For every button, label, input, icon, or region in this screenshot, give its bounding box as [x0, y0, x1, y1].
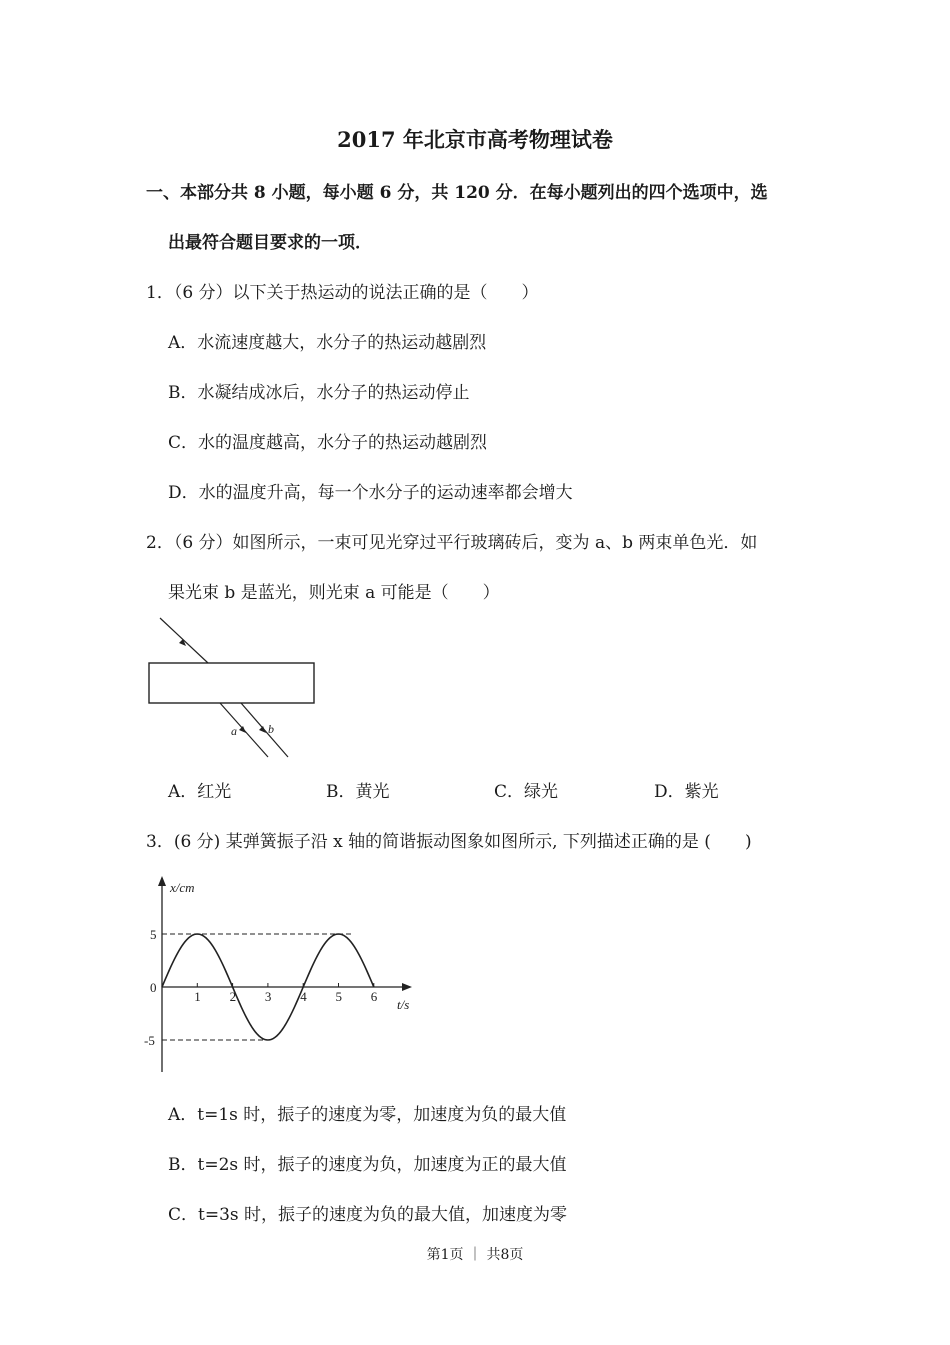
question-3-option-c: C．t=3s 时，振子的速度为负的最大值，加速度为零 — [168, 1205, 568, 1225]
section-instruction-line1: 一、本部分共 8 小题，每小题 6 分，共 120 分．在每小题列出的四个选项中，选 — [146, 183, 768, 203]
incident-ray — [160, 618, 208, 663]
x-axis-label: t/s — [397, 997, 410, 1012]
question-2-stem-line2: 果光束 b 是蓝光，则光束 a 可能是（ ） — [168, 583, 500, 603]
x-axis-arrow-icon — [402, 983, 412, 991]
incident-ray-arrow-icon — [179, 639, 186, 646]
glass-brick — [149, 663, 314, 703]
oscillation-chart — [140, 872, 430, 1082]
x-tick-label: 1 — [194, 989, 201, 1004]
page-footer: 第1页 ｜ 共8页 — [426, 1247, 524, 1263]
section-instruction-line2: 出最符合题目要求的一项． — [168, 233, 372, 253]
y-axis-label: x/cm — [170, 880, 195, 895]
question-3-option-b: B．t=2s 时，振子的速度为负，加速度为正的最大值 — [168, 1155, 567, 1175]
question-2-stem-line1: 2．（6 分）如图所示，一束可见光穿过平行玻璃砖后，变为 a、b 两束单色光．如 — [146, 533, 758, 553]
question-2-option-a: A．红光 — [168, 782, 232, 802]
question-1-stem: 1．（6 分）以下关于热运动的说法正确的是（ ） — [146, 283, 539, 303]
ray-b-arrow-icon — [259, 726, 266, 733]
x-tick-label: 5 — [335, 989, 342, 1004]
glass-brick-figure — [140, 612, 340, 762]
question-2-option-c: C．绿光 — [494, 782, 559, 802]
question-1-option-a: A．水流速度越大，水分子的热运动越剧烈 — [168, 333, 487, 353]
label-a: a — [231, 724, 237, 738]
x-tick-label: 2 — [229, 989, 237, 1004]
x-tick-label: 4 — [300, 989, 307, 1004]
x-tick-label: 3 — [264, 989, 272, 1004]
page-title: 2017 年北京市高考物理试卷 — [337, 127, 613, 152]
question-2-option-b: B．黄光 — [326, 782, 390, 802]
y-axis-arrow-icon — [158, 876, 166, 886]
ray-a-arrow-icon — [239, 726, 246, 733]
question-3-option-a: A．t=1s 时，振子的速度为零，加速度为负的最大值 — [168, 1105, 567, 1125]
y-tick-label: 5 — [150, 927, 157, 942]
question-1-option-c: C．水的温度越高，水分子的热运动越剧烈 — [168, 433, 488, 453]
y-tick-label: -5 — [144, 1033, 155, 1048]
question-3-stem: 3．(6 分) 某弹簧振子沿 x 轴的简谐振动图象如图所示, 下列描述正确的是 ( ) — [146, 832, 752, 852]
question-1-option-b: B．水凝结成冰后，水分子的热运动停止 — [168, 383, 470, 403]
question-2-option-d: D．紫光 — [654, 782, 719, 802]
label-b: b — [268, 722, 274, 736]
question-1-option-d: D．水的温度升高，每一个水分子的运动速率都会增大 — [168, 483, 573, 503]
y-tick-label: 0 — [150, 980, 157, 995]
x-tick-label: 6 — [370, 989, 378, 1004]
